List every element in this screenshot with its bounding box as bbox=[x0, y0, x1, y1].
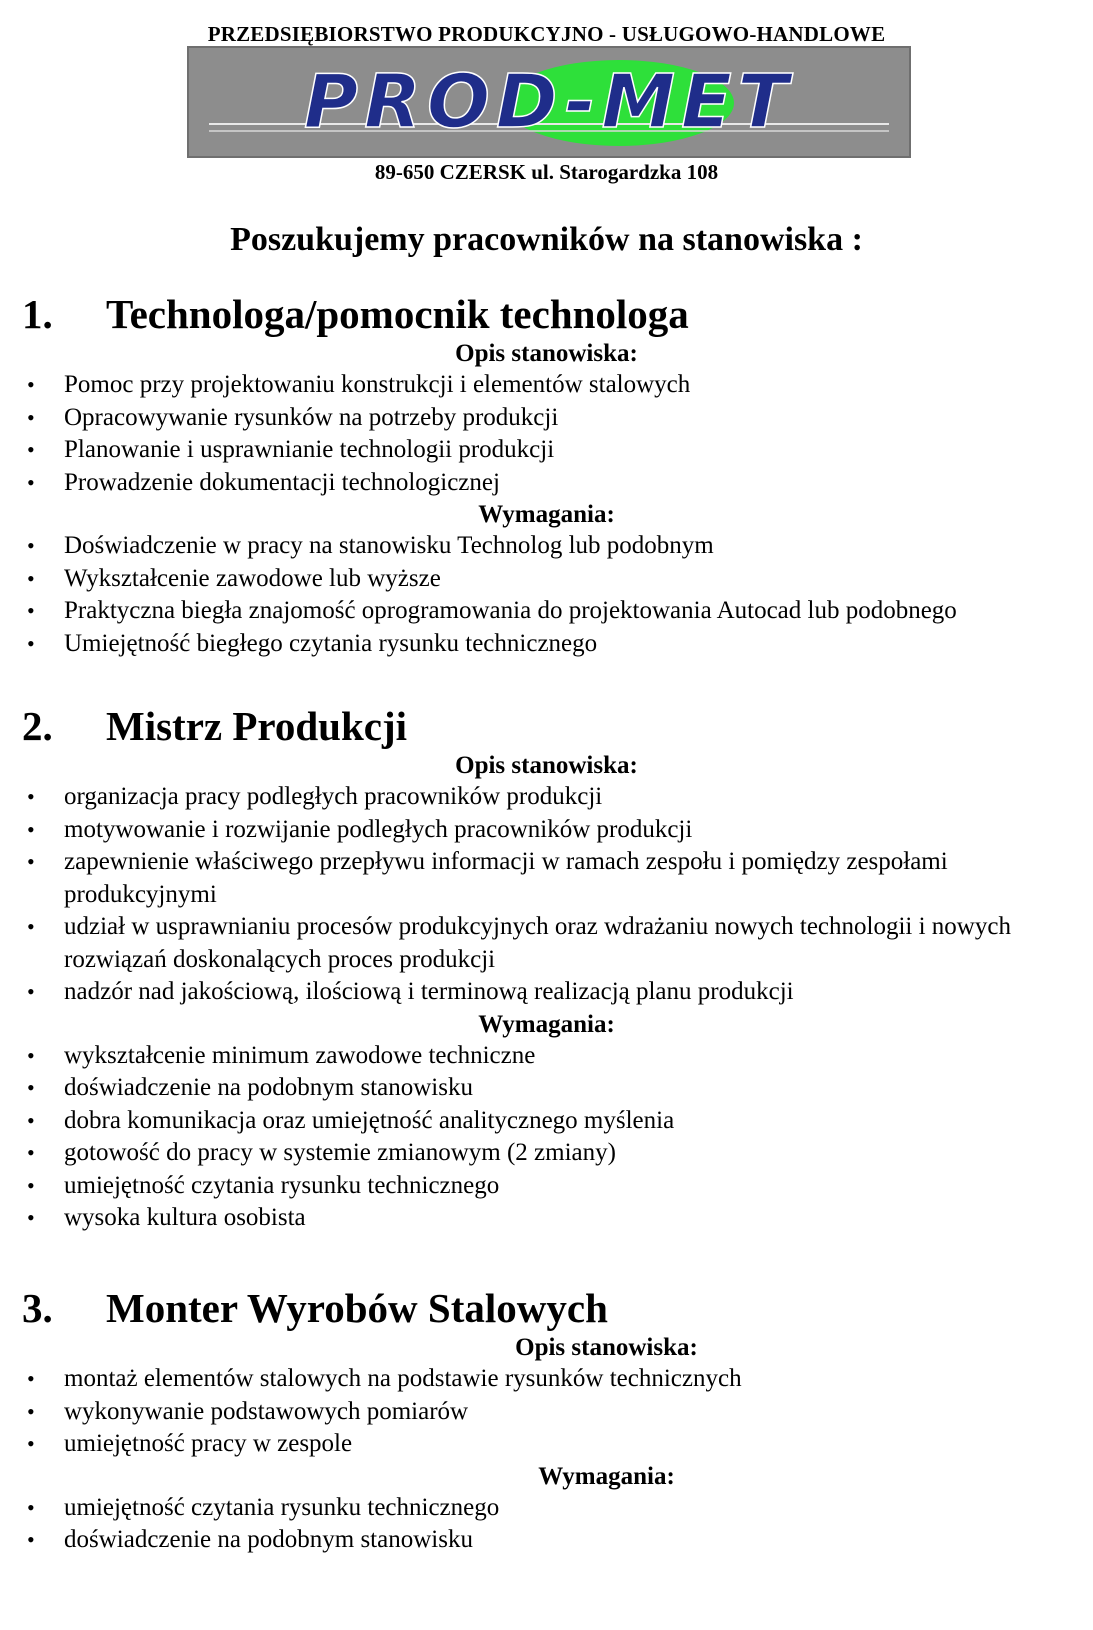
duties-list bbox=[0, 781, 1093, 1009]
list-item: • umiejętność czytania rysunku technicznego bbox=[0, 1170, 1093, 1203]
duties-label: Opis stanowiska: bbox=[455, 752, 638, 779]
duties-list bbox=[0, 1363, 1093, 1461]
list-item: • dobra komunikacja oraz umiejętność analitycznego myślenia bbox=[0, 1105, 1093, 1138]
duties-list bbox=[0, 369, 1093, 499]
list-item: • Wykształcenie zawodowe lub wyższe bbox=[0, 563, 1093, 596]
position-number: 2. bbox=[22, 703, 53, 749]
requirements-label: Wymagania: bbox=[478, 501, 615, 528]
list-item: • Doświadczenie w pracy na stanowisku Technolog lub podobnym bbox=[0, 530, 1093, 563]
requirements-label: Wymagania: bbox=[478, 1010, 615, 1038]
list-item: • Praktyczna biegła znajomość oprogramowania do projektowania Autocad lub podobnego bbox=[0, 595, 1093, 628]
list-item: • doświadczenie na podobnym stanowisku bbox=[0, 1524, 1093, 1557]
position-steel-fitter bbox=[0, 1284, 1093, 1557]
position-production-master bbox=[0, 702, 1093, 1235]
list-item: • Planowanie i usprawnianie technologii produkcji bbox=[0, 434, 1093, 467]
requirements-list bbox=[0, 1492, 1093, 1557]
list-item: • Umiejętność biegłego czytania rysunku technicznego bbox=[0, 628, 1093, 661]
list-item: • Opracowywanie rysunków na potrzeby produkcji bbox=[0, 402, 1093, 435]
list-item: • montaż elementów stalowych na podstawie rysunków technicznych bbox=[0, 1363, 1093, 1396]
position-title bbox=[0, 702, 1093, 750]
company-address: 89-650 CZERSK ul. Starogardzka 108 bbox=[374, 160, 719, 184]
page-headline: Poszukujemy pracowników na stanowiska : bbox=[230, 221, 863, 258]
duties-label: Opis stanowiska: bbox=[455, 340, 638, 367]
list-item: • wysoka kultura osobista bbox=[0, 1202, 1093, 1235]
position-title bbox=[0, 1284, 1093, 1332]
list-item: • umiejętność czytania rysunku technicznego bbox=[0, 1492, 1093, 1525]
position-number: 1. bbox=[22, 291, 53, 337]
list-item: • gotowość do pracy w systemie zmianowym (2 zmiany) bbox=[0, 1137, 1093, 1170]
requirements-list bbox=[0, 530, 1093, 660]
list-item: • nadzór nad jakościową, ilościową i terminową realizacją planu produkcji bbox=[0, 976, 1093, 1009]
position-number: 3. bbox=[22, 1285, 53, 1331]
list-item: • zapewnienie właściwego przepływu informacji w ramach zespołu i pomiędzy zespołami produkcyjnymi bbox=[0, 846, 1093, 911]
list-item: • organizacja pracy podległych pracowników produkcji bbox=[0, 781, 1093, 814]
list-item: • Pomoc przy projektowaniu konstrukcji i elementów stalowych bbox=[0, 369, 1093, 402]
position-name: Mistrz Produkcji bbox=[106, 703, 407, 749]
position-technologist bbox=[0, 290, 1093, 660]
list-item: • wykształcenie minimum zawodowe techniczne bbox=[0, 1040, 1093, 1073]
requirements-label: Wymagania: bbox=[538, 1462, 675, 1490]
logo-wordmark: PROD-MET bbox=[303, 59, 795, 145]
list-item: • doświadczenie na podobnym stanowisku bbox=[0, 1072, 1093, 1105]
list-item: • wykonywanie podstawowych pomiarów bbox=[0, 1396, 1093, 1429]
position-title bbox=[0, 290, 1093, 338]
requirements-list bbox=[0, 1040, 1093, 1235]
position-name: Technologa/pomocnik technologa bbox=[106, 291, 689, 337]
company-logo bbox=[187, 46, 911, 158]
position-name: Monter Wyrobów Stalowych bbox=[106, 1285, 608, 1331]
list-item: • udział w usprawnianiu procesów produkcyjnych oraz wdrażaniu nowych technologii i nowych rozwiązań doskonalących proces produkcji bbox=[0, 911, 1093, 976]
list-item: • Prowadzenie dokumentacji technologicznej bbox=[0, 467, 1093, 500]
list-item: • motywowanie i rozwijanie podległych pracowników produkcji bbox=[0, 814, 1093, 847]
list-item: • umiejętność pracy w zespole bbox=[0, 1428, 1093, 1461]
logo-graphic bbox=[189, 48, 909, 156]
company-type-heading: PRZEDSIĘBIORSTWO PRODUKCYJNO - USŁUGOWO-HANDLOWE bbox=[207, 22, 886, 46]
duties-label: Opis stanowiska: bbox=[515, 1334, 698, 1361]
